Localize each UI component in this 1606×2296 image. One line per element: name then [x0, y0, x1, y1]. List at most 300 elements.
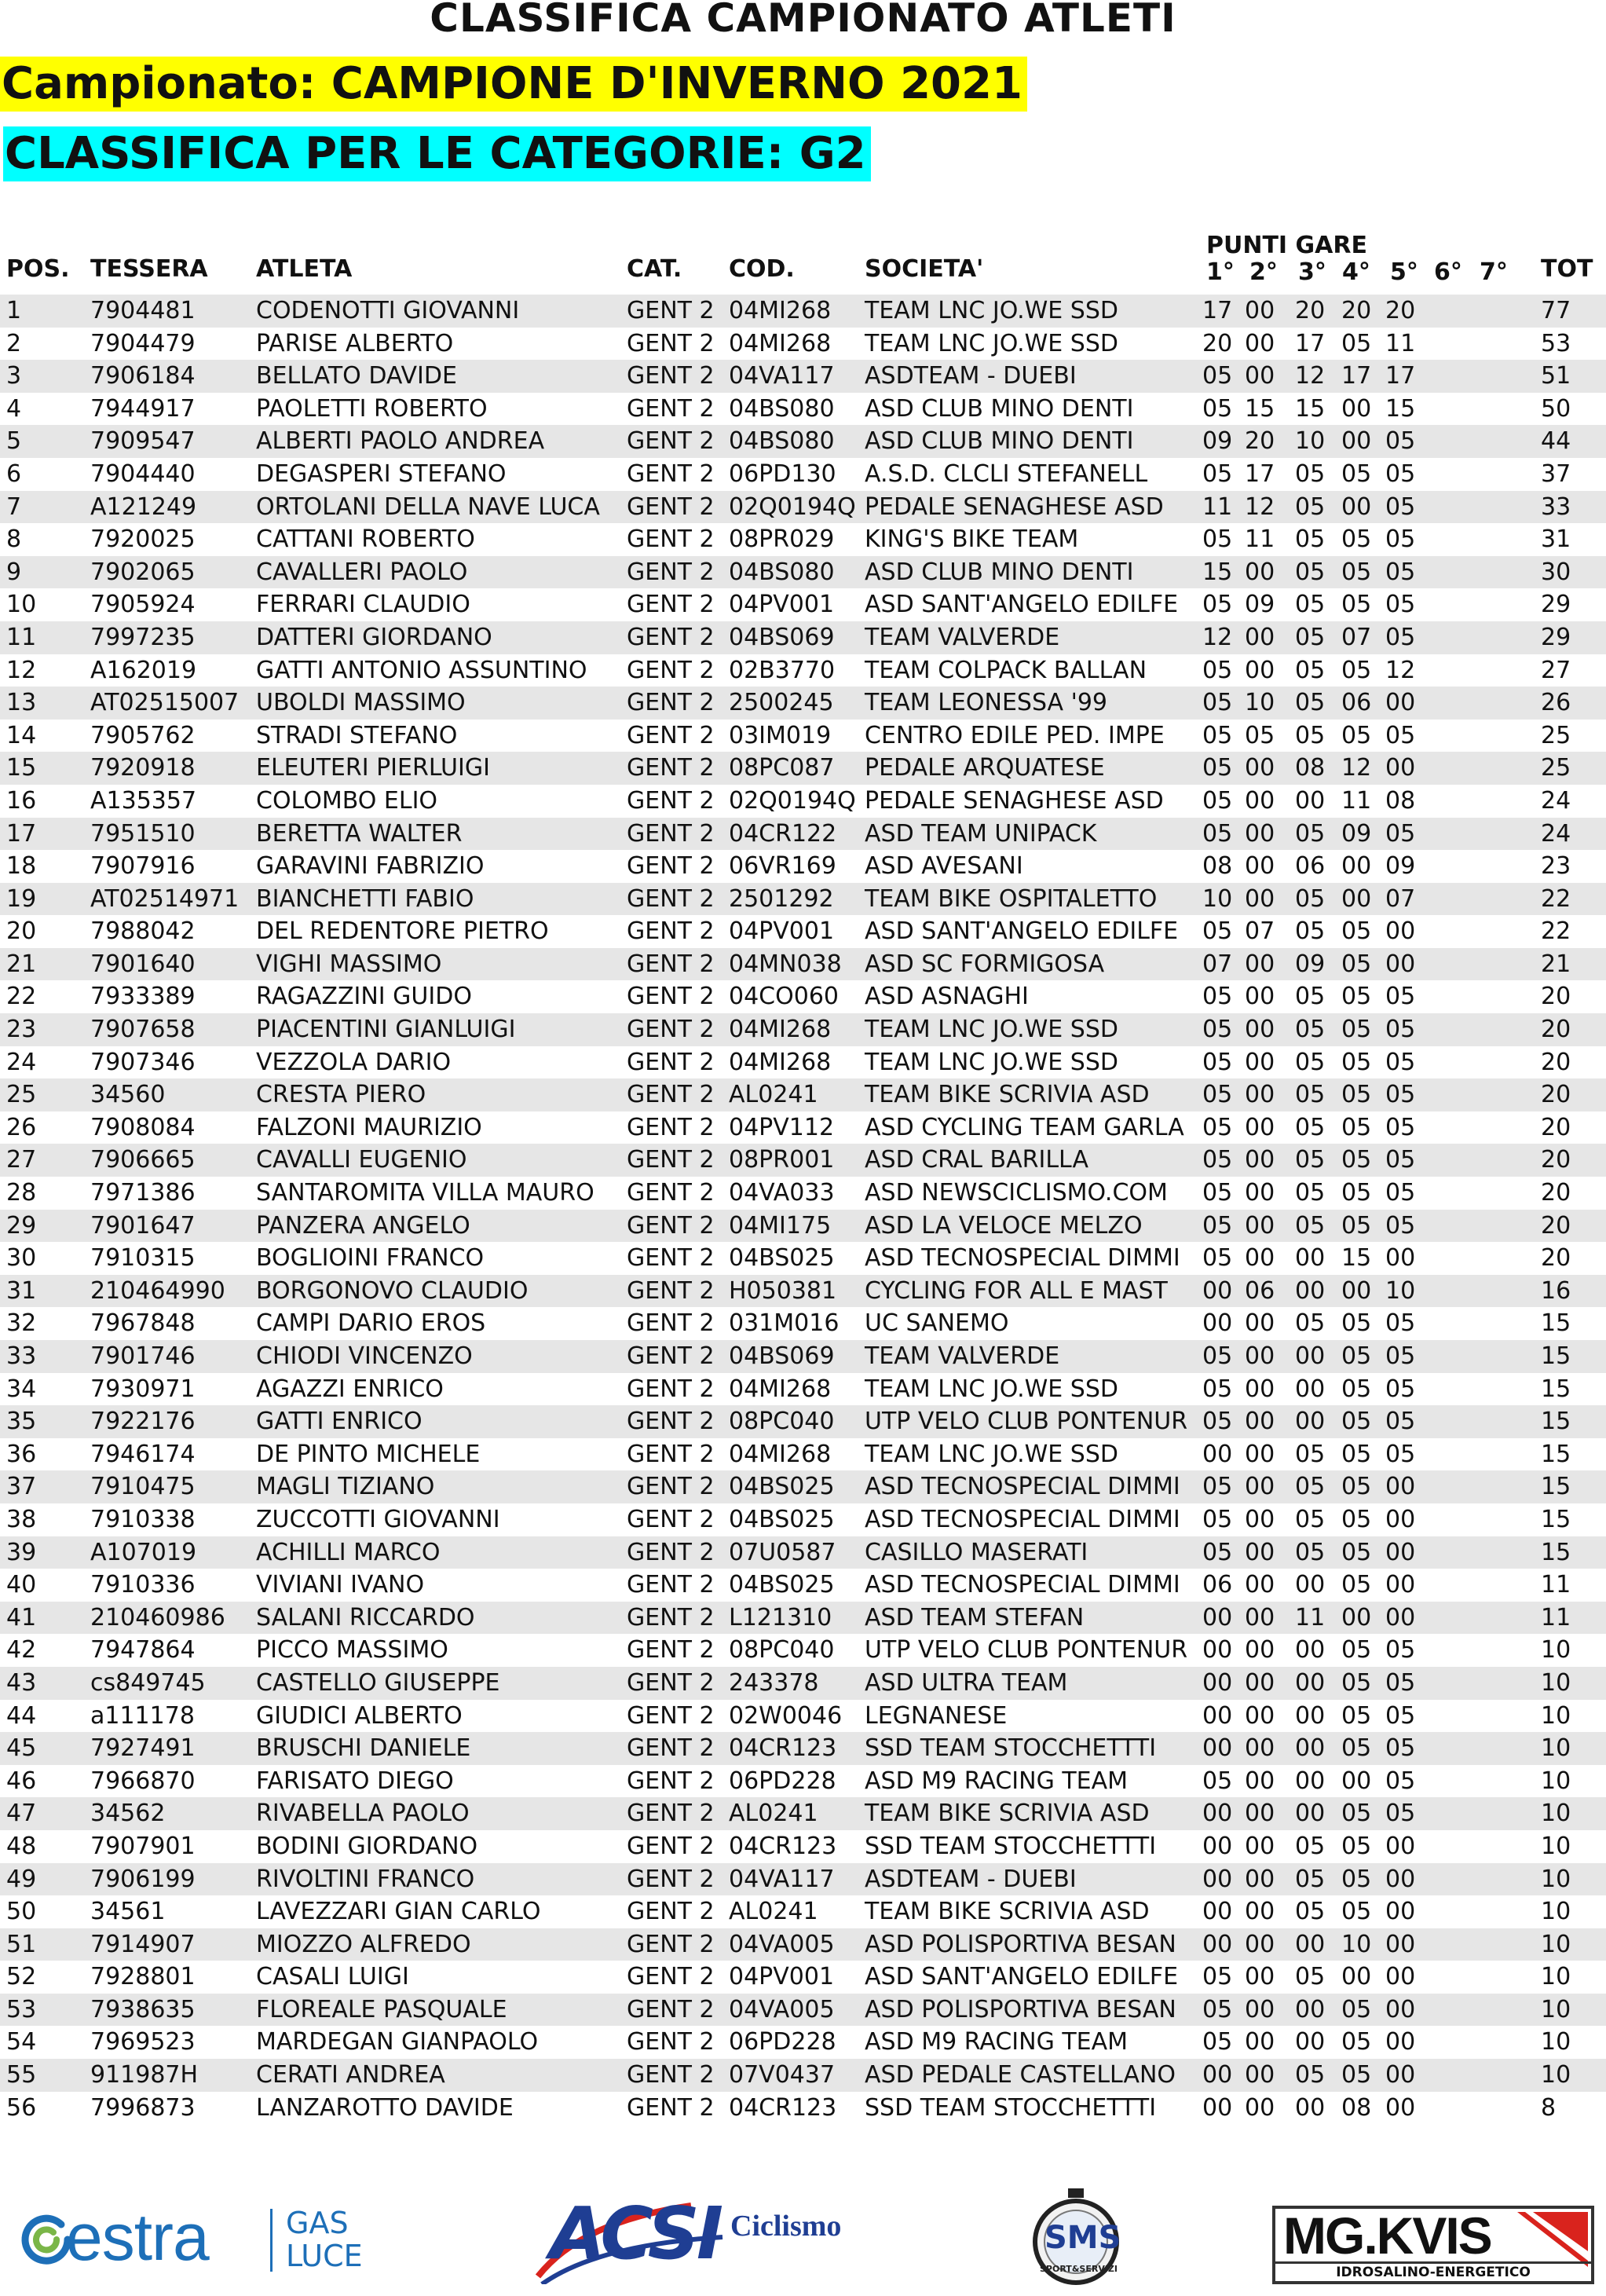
cell-cod: 07U0587	[729, 1538, 836, 1566]
cell-race-3: 05	[1295, 884, 1326, 913]
cell-race-5: 05	[1385, 983, 1416, 1011]
cell-tot: 10	[1541, 1800, 1571, 1828]
cell-cat: GENT 2	[627, 1898, 715, 1926]
cell-cat: GENT 2	[627, 1113, 715, 1141]
cell-tessera: 7969523	[90, 2028, 196, 2056]
cell-race-5: 12	[1385, 656, 1416, 684]
cell-race-2: 00	[1245, 1081, 1275, 1109]
cell-race-2: 00	[1245, 1179, 1275, 1207]
cell-race-4: 05	[1341, 329, 1372, 357]
cell-societa: ASD M9 RACING TEAM	[865, 1767, 1129, 1795]
cell-pos: 19	[6, 884, 37, 913]
table-row	[0, 458, 1606, 491]
cell-cat: GENT 2	[627, 1636, 715, 1664]
estra-gas: GAS	[286, 2206, 349, 2240]
cell-race-3: 05	[1295, 1113, 1326, 1141]
cell-race-2: 00	[1245, 1473, 1275, 1501]
cell-race-4: 00	[1341, 884, 1372, 913]
cell-cat: GENT 2	[627, 2028, 715, 2056]
table-row	[0, 1536, 1606, 1569]
header-punti-gare: PUNTI GARE	[1206, 232, 1367, 259]
cell-race-3: 05	[1295, 558, 1326, 586]
cell-race-5: 05	[1385, 460, 1416, 488]
cell-race-3: 00	[1295, 2028, 1326, 2056]
cell-atleta: BORGONOVO CLAUDIO	[256, 1276, 529, 1305]
cell-race-4: 05	[1341, 1832, 1372, 1860]
cell-race-3: 15	[1295, 394, 1326, 423]
table-row	[0, 1438, 1606, 1471]
table-row	[0, 1863, 1606, 1896]
cell-atleta: BODINI GIORDANO	[256, 1832, 478, 1860]
cell-race-5: 00	[1385, 754, 1416, 782]
cell-societa: ASD PEDALE CASTELLANO	[865, 2061, 1176, 2089]
cell-race-5: 05	[1385, 1734, 1416, 1763]
cell-cat: GENT 2	[627, 1832, 715, 1860]
header-race-4: 4°	[1342, 258, 1370, 286]
cell-societa: ASD TEAM STEFAN	[865, 1603, 1085, 1631]
cell-tot: 10	[1541, 1930, 1571, 1958]
cell-race-4: 00	[1341, 493, 1372, 521]
cell-atleta: CHIODI VINCENZO	[256, 1342, 473, 1370]
table-row	[0, 948, 1606, 981]
table-row	[0, 1569, 1606, 1602]
cell-race-3: 00	[1295, 1995, 1326, 2023]
cell-cod: AL0241	[729, 1898, 818, 1926]
cell-cat: GENT 2	[627, 297, 715, 324]
cell-cod: 08PC040	[729, 1408, 835, 1436]
table-row	[0, 328, 1606, 361]
cell-race-1: 05	[1202, 1995, 1233, 2023]
cell-tot: 29	[1541, 591, 1571, 619]
cell-cod: 04CR122	[729, 819, 837, 848]
cell-atleta: LAVEZZARI GIAN CARLO	[256, 1898, 541, 1926]
cell-cat: GENT 2	[627, 1048, 715, 1076]
cell-race-4: 05	[1341, 558, 1372, 586]
cell-atleta: MAGLI TIZIANO	[256, 1473, 435, 1501]
cell-pos: 15	[6, 754, 37, 782]
cell-tot: 31	[1541, 525, 1571, 554]
cell-cod: AL0241	[729, 1800, 818, 1828]
cell-race-5: 05	[1385, 1767, 1416, 1795]
cell-tessera: 7967848	[90, 1309, 196, 1338]
cell-pos: 52	[6, 1963, 37, 1991]
cell-cod: 04BS080	[729, 394, 835, 423]
cell-atleta: SANTAROMITA VILLA MAURO	[256, 1179, 594, 1207]
cell-tessera: A135357	[90, 786, 197, 815]
cell-pos: 16	[6, 786, 37, 815]
table-row	[0, 556, 1606, 589]
cell-race-4: 09	[1341, 819, 1372, 848]
cell-race-4: 00	[1341, 1963, 1372, 1991]
cell-tot: 10	[1541, 1734, 1571, 1763]
cell-societa: TEAM BIKE SCRIVIA ASD	[865, 1800, 1150, 1828]
cell-tessera: 34561	[90, 1898, 166, 1926]
cell-tot: 10	[1541, 1963, 1571, 1991]
cell-race-2: 00	[1245, 558, 1275, 586]
cell-tessera: A121249	[90, 493, 197, 521]
cell-cod: 04MI268	[729, 329, 832, 357]
cell-race-4: 05	[1341, 525, 1372, 554]
table-row	[0, 2092, 1606, 2125]
table-row	[0, 785, 1606, 818]
cell-race-2: 00	[1245, 1701, 1275, 1730]
cell-race-2: 00	[1245, 1408, 1275, 1436]
cell-race-5: 05	[1385, 1800, 1416, 1828]
cell-race-2: 00	[1245, 1668, 1275, 1697]
table-row	[0, 980, 1606, 1013]
cell-cat: GENT 2	[627, 1603, 715, 1631]
table-row	[0, 1373, 1606, 1406]
cell-atleta: BRUSCHI DANIELE	[256, 1734, 471, 1763]
cell-societa: LEGNANESE	[865, 1701, 1008, 1730]
cell-societa: TEAM LNC JO.WE SSD	[865, 329, 1118, 357]
cell-race-1: 05	[1202, 1081, 1233, 1109]
cell-race-3: 00	[1295, 1244, 1326, 1273]
cell-race-5: 10	[1385, 1276, 1416, 1305]
cell-cod: 02Q0194Q	[729, 493, 856, 521]
cell-tot: 20	[1541, 1211, 1571, 1240]
cell-tessera: 7966870	[90, 1767, 196, 1795]
cell-tot: 21	[1541, 950, 1571, 978]
table-row	[0, 1177, 1606, 1210]
cell-atleta: CODENOTTI GIOVANNI	[256, 297, 520, 324]
cell-pos: 43	[6, 1668, 37, 1697]
cell-cat: GENT 2	[627, 1081, 715, 1109]
cell-race-1: 00	[1202, 1276, 1233, 1305]
cell-race-1: 07	[1202, 950, 1233, 978]
cell-race-4: 07	[1341, 623, 1372, 651]
cell-race-5: 00	[1385, 1244, 1416, 1273]
cell-race-4: 05	[1341, 591, 1372, 619]
cell-atleta: CATTANI ROBERTO	[256, 525, 475, 554]
cell-race-5: 00	[1385, 1865, 1416, 1893]
mgkvis-flag-icon	[1517, 2212, 1588, 2267]
cell-societa: PEDALE SENAGHESE ASD	[865, 493, 1164, 521]
cell-race-5: 05	[1385, 493, 1416, 521]
cell-race-1: 10	[1202, 884, 1233, 913]
table-row	[0, 1144, 1606, 1177]
cell-race-2: 09	[1245, 591, 1275, 619]
cell-pos: 21	[6, 950, 37, 978]
cell-societa: CENTRO EDILE PED. IMPE	[865, 721, 1165, 749]
cell-tessera: 7928801	[90, 1963, 196, 1991]
championship-title: Campionato: CAMPIONE D'INVERNO 2021	[0, 57, 1027, 112]
table-row	[0, 1667, 1606, 1700]
cell-cod: 04BS069	[729, 1342, 835, 1370]
cell-race-2: 00	[1245, 297, 1275, 324]
cell-cod: 02B3770	[729, 656, 836, 684]
cell-cat: GENT 2	[627, 1473, 715, 1501]
cell-race-1: 05	[1202, 819, 1233, 848]
cell-race-1: 05	[1202, 1473, 1233, 1501]
header-cat: CAT.	[627, 255, 682, 283]
cell-tot: 10	[1541, 1701, 1571, 1730]
cell-atleta: PANZERA ANGELO	[256, 1211, 470, 1240]
cell-atleta: GARAVINI FABRIZIO	[256, 852, 485, 881]
cell-race-3: 00	[1295, 1342, 1326, 1370]
cell-societa: ASD CLUB MINO DENTI	[865, 394, 1134, 423]
cell-pos: 27	[6, 1146, 37, 1174]
cell-tot: 10	[1541, 1898, 1571, 1926]
table-row	[0, 425, 1606, 458]
cell-tessera: 7947864	[90, 1636, 196, 1664]
cell-race-4: 05	[1341, 1375, 1372, 1403]
cell-atleta: FALZONI MAURIZIO	[256, 1113, 482, 1141]
cell-race-2: 00	[1245, 1048, 1275, 1076]
cell-societa: ASD LA VELOCE MELZO	[865, 1211, 1143, 1240]
cell-cod: AL0241	[729, 1081, 818, 1109]
cell-race-1: 00	[1202, 1832, 1233, 1860]
cell-pos: 49	[6, 1865, 37, 1893]
cell-cat: GENT 2	[627, 394, 715, 423]
cell-tot: 10	[1541, 1865, 1571, 1893]
cell-pos: 55	[6, 2061, 37, 2089]
cell-pos: 18	[6, 852, 37, 881]
cell-tot: 10	[1541, 1832, 1571, 1860]
cell-race-5: 00	[1385, 1898, 1416, 1926]
cell-race-4: 05	[1341, 1898, 1372, 1926]
cell-cod: 04PV112	[729, 1113, 835, 1141]
cell-tot: 11	[1541, 1571, 1571, 1599]
cell-race-2: 17	[1245, 460, 1275, 488]
cell-pos: 48	[6, 1832, 37, 1860]
cell-race-3: 05	[1295, 656, 1326, 684]
cell-race-3: 05	[1295, 1179, 1326, 1207]
cell-race-4: 06	[1341, 689, 1372, 717]
cell-race-3: 05	[1295, 1505, 1326, 1533]
cell-societa: ASD TECNOSPECIAL DIMMI	[865, 1571, 1180, 1599]
cell-race-1: 05	[1202, 1767, 1233, 1795]
cell-atleta: PIACENTINI GIANLUIGI	[256, 1016, 516, 1044]
cell-atleta: DATTERI GIORDANO	[256, 623, 492, 651]
cell-atleta: CRESTA PIERO	[256, 1081, 426, 1109]
cell-race-1: 05	[1202, 656, 1233, 684]
cell-race-4: 05	[1341, 2028, 1372, 2056]
cell-race-4: 05	[1341, 983, 1372, 1011]
cell-tot: 24	[1541, 819, 1571, 848]
cell-race-4: 05	[1341, 1408, 1372, 1436]
cell-tot: 15	[1541, 1538, 1571, 1566]
cell-tessera: 7904440	[90, 460, 196, 488]
cell-race-3: 12	[1295, 362, 1326, 390]
cell-race-4: 05	[1341, 2061, 1372, 2089]
header-race-7: 7°	[1480, 258, 1508, 286]
cell-atleta: DE PINTO MICHELE	[256, 1440, 481, 1468]
cell-race-3: 05	[1295, 1146, 1326, 1174]
cell-tessera: 7997235	[90, 623, 196, 651]
table-row	[0, 621, 1606, 654]
cell-tot: 51	[1541, 362, 1571, 390]
cell-race-5: 05	[1385, 1309, 1416, 1338]
cell-race-1: 05	[1202, 362, 1233, 390]
cell-atleta: AGAZZI ENRICO	[256, 1375, 444, 1403]
cell-atleta: MARDEGAN GIANPAOLO	[256, 2028, 539, 2056]
cell-race-5: 00	[1385, 1505, 1416, 1533]
cell-race-4: 05	[1341, 1636, 1372, 1664]
cell-societa: ASD SC FORMIGOSA	[865, 950, 1105, 978]
cell-race-2: 00	[1245, 1636, 1275, 1664]
cell-race-4: 17	[1341, 362, 1372, 390]
cell-race-2: 00	[1245, 1113, 1275, 1141]
cell-race-5: 00	[1385, 2061, 1416, 2089]
table-row	[0, 1602, 1606, 1635]
cell-tot: 15	[1541, 1505, 1571, 1533]
table-row	[0, 1895, 1606, 1928]
cell-societa: ASD ASNAGHI	[865, 983, 1029, 1011]
cell-race-5: 00	[1385, 1571, 1416, 1599]
cell-cod: 04BS025	[729, 1505, 835, 1533]
cell-cod: 04CR123	[729, 2093, 837, 2122]
table-row	[0, 1046, 1606, 1079]
cell-pos: 20	[6, 917, 37, 946]
cell-race-2: 00	[1245, 329, 1275, 357]
cell-cat: GENT 2	[627, 1538, 715, 1566]
cell-cat: GENT 2	[627, 1668, 715, 1697]
cell-race-5: 00	[1385, 1963, 1416, 1991]
cell-race-3: 00	[1295, 1636, 1326, 1664]
cell-cod: 04CO060	[729, 983, 839, 1011]
cell-societa: TEAM LNC JO.WE SSD	[865, 1440, 1118, 1468]
cell-tessera: 210464990	[90, 1276, 225, 1305]
cell-tessera: 210460986	[90, 1603, 225, 1631]
cell-atleta: CERATI ANDREA	[256, 2061, 445, 2089]
cell-tessera: 7910336	[90, 1571, 196, 1599]
header-atleta: ATLETA	[256, 255, 353, 283]
cell-cat: GENT 2	[627, 1505, 715, 1533]
table-row	[0, 1961, 1606, 1994]
cell-tessera: 7902065	[90, 558, 196, 586]
cell-tessera: 7988042	[90, 917, 196, 946]
cell-race-2: 00	[1245, 1016, 1275, 1044]
cell-race-2: 06	[1245, 1276, 1275, 1305]
estra-luce: LUCE	[286, 2239, 363, 2273]
cell-race-2: 00	[1245, 1767, 1275, 1795]
cell-race-3: 05	[1295, 1211, 1326, 1240]
cell-race-1: 05	[1202, 689, 1233, 717]
cell-pos: 26	[6, 1113, 37, 1141]
cell-race-5: 17	[1385, 362, 1416, 390]
cell-race-2: 00	[1245, 1375, 1275, 1403]
estra-logo	[11, 2199, 372, 2278]
cell-societa: TEAM LNC JO.WE SSD	[865, 297, 1118, 324]
cell-tot: 8	[1541, 2093, 1557, 2122]
cell-societa: ASDTEAM - DUEBI	[865, 362, 1077, 390]
cell-race-3: 00	[1295, 1571, 1326, 1599]
cell-tessera: 7901640	[90, 950, 196, 978]
cell-tot: 20	[1541, 983, 1571, 1011]
cell-cat: GENT 2	[627, 1342, 715, 1370]
table-row	[0, 1013, 1606, 1046]
cell-cat: GENT 2	[627, 1276, 715, 1305]
cell-societa: ASD CLUB MINO DENTI	[865, 427, 1134, 456]
cell-race-1: 05	[1202, 1113, 1233, 1141]
table-row	[0, 1830, 1606, 1863]
cell-race-1: 00	[1202, 1865, 1233, 1893]
cell-cod: 2500245	[729, 689, 834, 717]
cell-race-1: 05	[1202, 1244, 1233, 1273]
cell-societa: KING'S BIKE TEAM	[865, 525, 1079, 554]
cell-race-4: 05	[1341, 1571, 1372, 1599]
cell-race-4: 20	[1341, 297, 1372, 324]
cell-race-3: 10	[1295, 427, 1326, 456]
header-race-6: 6°	[1434, 258, 1462, 286]
cell-cod: 02Q0194Q	[729, 786, 856, 815]
cell-tessera: 34560	[90, 1081, 166, 1109]
cell-race-4: 05	[1341, 1800, 1372, 1828]
cell-race-3: 05	[1295, 1048, 1326, 1076]
cell-race-4: 00	[1341, 1603, 1372, 1631]
cell-cod: 08PC087	[729, 754, 835, 782]
cell-cat: GENT 2	[627, 1767, 715, 1795]
cell-cat: GENT 2	[627, 786, 715, 815]
cell-race-2: 00	[1245, 950, 1275, 978]
table-row	[0, 2026, 1606, 2059]
cell-societa: TEAM BIKE OSPITALETTO	[865, 884, 1158, 913]
cell-pos: 45	[6, 1734, 37, 1763]
cell-race-2: 00	[1245, 1440, 1275, 1468]
cell-atleta: BIANCHETTI FABIO	[256, 884, 474, 913]
cell-race-4: 05	[1341, 656, 1372, 684]
cell-atleta: RIVABELLA PAOLO	[256, 1800, 470, 1828]
cell-race-2: 00	[1245, 1505, 1275, 1533]
cell-cat: GENT 2	[627, 754, 715, 782]
cell-cat: GENT 2	[627, 2093, 715, 2122]
mgkvis-subtitle: IDROSALINO-ENERGETICO	[1275, 2261, 1591, 2281]
cell-tessera: A162019	[90, 656, 197, 684]
cell-societa: TEAM LEONESSA '99	[865, 689, 1108, 717]
cell-cat: GENT 2	[627, 591, 715, 619]
cell-race-2: 00	[1245, 1603, 1275, 1631]
cell-societa: SSD TEAM STOCCHETTTI	[865, 2093, 1157, 2122]
cell-cat: GENT 2	[627, 1440, 715, 1468]
cell-race-3: 00	[1295, 1800, 1326, 1828]
cell-cat: GENT 2	[627, 427, 715, 456]
cell-pos: 5	[6, 427, 22, 456]
cell-race-3: 08	[1295, 754, 1326, 782]
cell-atleta: GIUDICI ALBERTO	[256, 1701, 463, 1730]
cell-race-2: 07	[1245, 917, 1275, 946]
cell-cat: GENT 2	[627, 1930, 715, 1958]
cell-race-4: 05	[1341, 950, 1372, 978]
cell-pos: 47	[6, 1800, 37, 1828]
cell-race-1: 05	[1202, 1146, 1233, 1174]
table-row	[0, 1700, 1606, 1733]
cell-tot: 10	[1541, 2028, 1571, 2056]
cell-atleta: CAMPI DARIO EROS	[256, 1309, 486, 1338]
cell-race-2: 00	[1245, 1995, 1275, 2023]
cell-tessera: 7944917	[90, 394, 196, 423]
cell-cod: 04CR123	[729, 1734, 837, 1763]
cell-atleta: UBOLDI MASSIMO	[256, 689, 466, 717]
cell-race-5: 09	[1385, 852, 1416, 881]
table-row	[0, 1470, 1606, 1503]
cell-societa: TEAM VALVERDE	[865, 1342, 1060, 1370]
cell-cat: GENT 2	[627, 558, 715, 586]
cell-race-2: 00	[1245, 362, 1275, 390]
cell-race-4: 00	[1341, 1276, 1372, 1305]
cell-race-2: 00	[1245, 884, 1275, 913]
cell-race-5: 08	[1385, 786, 1416, 815]
cell-tessera: 7910475	[90, 1473, 196, 1501]
cell-cod: 06PD228	[729, 2028, 836, 2056]
table-row	[0, 1994, 1606, 2027]
acsi-wordmark: ACSI	[550, 2192, 721, 2276]
category-title: CLASSIFICA PER LE CATEGORIE: G2	[3, 126, 871, 181]
cell-societa: ASDTEAM - DUEBI	[865, 1865, 1077, 1893]
cell-tot: 10	[1541, 1995, 1571, 2023]
cell-race-3: 17	[1295, 329, 1326, 357]
cell-cod: 04MI268	[729, 1016, 832, 1044]
